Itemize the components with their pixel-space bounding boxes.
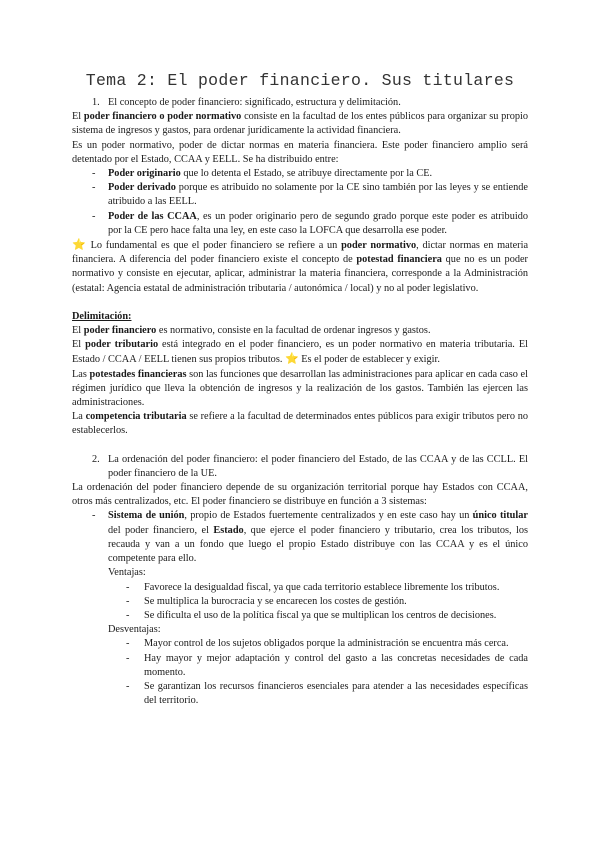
star-icon: ⭐ <box>72 238 87 252</box>
list-item: - Poder originario que lo detenta el Estado, se atribuye directamente por la CE. <box>92 168 433 180</box>
ventajas-list <box>72 581 528 624</box>
list-item: - Se garantizan los recursos financieros esenciales para atender a las necesidades específicas del territorio. <box>126 680 528 707</box>
list-item: - Poder derivado porque es atribuido no solamente por la CE sino también por las leyes y se entiende atribuido a las EELL. <box>92 182 528 208</box>
list-item: - Se multiplica la burocracia y se encarecen los costes de gestión. <box>126 595 407 607</box>
paragraph: El poder financiero es normativo, consiste en la facultad de ordenar ingresos y gastos. <box>72 325 431 337</box>
paragraph: ⭐ Lo fundamental es que el poder financiero se refiere a un poder normativo, dictar normas en materia financiera. A diferencia del poder financiero existe el concepto de potestad financiera que no es un poder normativo y consiste en ejecutar, aplicar, administrar la materia financiera, corresponde a la Administración (estatal: Agencia estatal de administración tributaria / autonómica / local) y no al poder legislativo. <box>72 238 529 294</box>
section-2-heading <box>72 453 528 481</box>
paragraph: El poder tributario está integrado en el poder financiero, es un poder normativo en materia tributaria. El Estado / CCAA / EELL tienen sus propios tributos. ⭐ Es el poder de establecer y exigir. <box>72 339 528 366</box>
section-1-heading <box>72 96 528 110</box>
list-item: - Sistema de unión, propio de Estados fuertemente centralizados y en este caso hay un único titular del poder financiero, el Estado, que ejerce el poder financiero y tributario, crea los tributos, los recauda y van a un fondo que luego el propio Estado distribuye con las CCAA y es el único competente para ello. <box>92 510 528 565</box>
paragraph: Las potestades financieras son las funciones que desarrollan las administraciones para aplicar en cada caso el régimen jurídico que lleva la obtención de ingresos y la realización de los gastos. También las ejercen las administraciones. <box>72 368 528 409</box>
star-icon: ⭐ <box>284 352 299 366</box>
section-heading-text: El concepto de poder financiero: significado, estructura y delimitación. <box>108 97 401 108</box>
list-item: - Favorece la desigualdad fiscal, ya que cada territorio establece libremente los tributos. <box>126 581 500 593</box>
section-heading-text: La ordenación del poder financiero: el poder financiero del Estado, de las CCAA y de las CCLL. El poder financiero de la UE. <box>108 453 528 479</box>
page-title: Tema 2: El poder financiero. Sus titulares <box>85 71 515 90</box>
desventajas-list <box>72 637 528 708</box>
list-item: - Se dificulta el uso de la política fiscal ya que se multiplican los centros de decisiones. <box>126 609 497 621</box>
paragraph: La competencia tributaria se refiere a la facultad de determinados entes públicos para exigir tributos pero no establecerlos. <box>72 411 529 437</box>
paragraph: Es un poder normativo, poder de dictar normas en materia financiera. Este poder financiero amplio será detentado por el Estado, CCAA y EELL. Se ha distribuido entre: <box>72 139 528 165</box>
ventajas-label: Ventajas: <box>108 567 146 579</box>
delimitation-heading: Delimitación: <box>72 310 132 322</box>
paragraph: El poder financiero o poder normativo consiste en la facultad de los entes públicos para organizar su propio sistema de ingresos y gastos, para ordenar jurídicamente la actividad financiera. <box>72 111 528 137</box>
bullet-list <box>72 509 528 566</box>
desventajas-label: Desventajas: <box>108 624 161 636</box>
list-item: - Poder de las CCAA, es un poder originario pero de segundo grado porque este poder es atribuido por la CE pero hace falta una ley, en este caso la LOFCA que desarrolla ese poder. <box>92 210 528 236</box>
document-body <box>72 96 528 708</box>
section-number: 2. <box>92 453 100 465</box>
paragraph: La ordenación del poder financiero depende de su organización territorial porque hay Estados con CCAA, otros más centralizados, etc. El poder financiero se distribuye en función a 3 sistemas: <box>72 482 528 508</box>
section-number: 1. <box>92 97 100 108</box>
bullet-list <box>72 167 528 238</box>
list-item: - Mayor control de los sujetos obligados porque la administración se encuentra más cerca. <box>126 638 509 650</box>
list-item: - Hay mayor y mejor adaptación y control del gasto a las concretas necesidades de cada momento. <box>126 652 528 678</box>
